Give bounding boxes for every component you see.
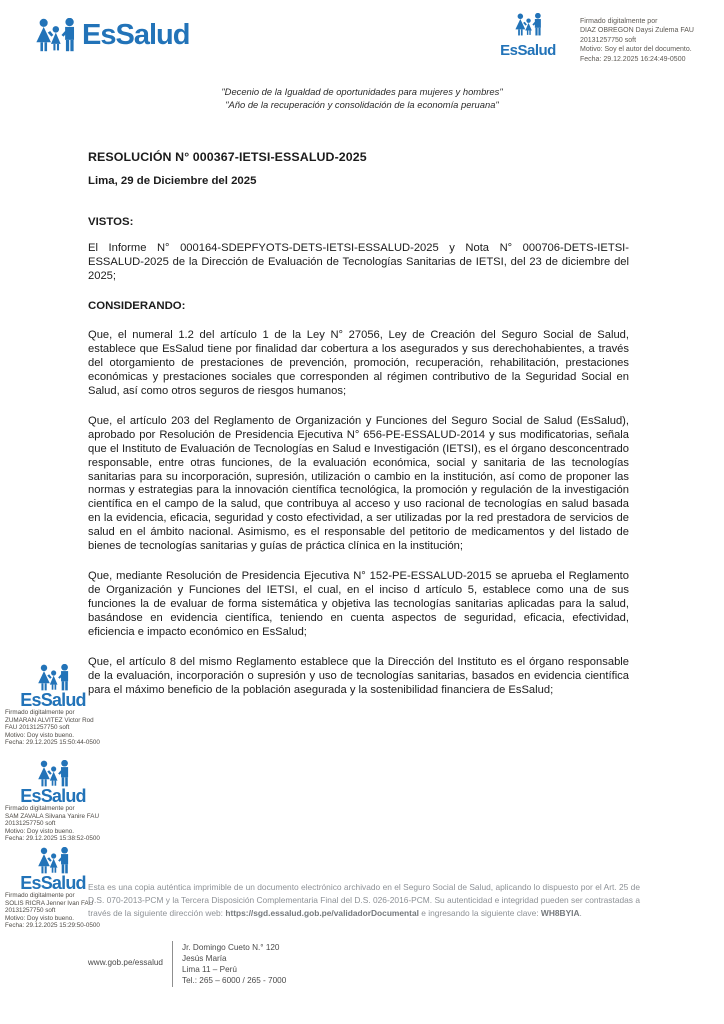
validator-url-link[interactable]: https://sgd.essalud.gob.pe/validadorDocumental (225, 907, 419, 918)
signature-line: Motivo: Soy el autor del documento. (580, 46, 692, 54)
signature-line: Fecha: 29.12.2025 15:50:44-0500 (5, 739, 100, 747)
signature-line: FAU 20131257750 soft (5, 724, 70, 732)
website-link[interactable]: www.gob.pe/essalud (87, 958, 163, 967)
authenticity-text: e ingresando la siguiente clave: (418, 907, 541, 918)
footer-divider (172, 941, 173, 987)
signature-line: 20131257750 soft (5, 820, 56, 828)
signature-line: 20131257750 soft (580, 36, 637, 44)
signature-line: Firmado digitalmente por (5, 892, 75, 899)
address-line: Tel.: 265 – 6000 / 265 - 7000 (182, 976, 287, 985)
signature-line: Motivo: Doy visto bueno. (5, 731, 74, 739)
essalud-family-icon (34, 664, 72, 691)
signature-line: Motivo: Doy visto bueno. (5, 827, 74, 835)
address-line: Jesús María (182, 954, 227, 963)
considerando-paragraph: Que, el artículo 8 del mismo Reglamento establece que la Dirección del Instituto es el órgano responsable de la evaluación, incorporación o supresión y uso de tecnologías sanitarias, basados en evidencia científica para el máximo beneficio de la población asegurada y la sostenibilidad financiera de EsSalud; (88, 656, 629, 696)
signature-line: DIAZ OBREGON Daysi Zulema FAU (580, 27, 694, 35)
address-line: Lima 11 – Perú (182, 965, 237, 974)
considerando-paragraph: Que, el artículo 203 del Reglamento de Organización y Funciones del Seguro Social de Salud (EsSalud), aprobado por Resolución de Presidencia Ejecutiva N° 656-PE-ESSALUD-2014 y sus modificatorias, señala que el Instituto de Evaluación de Tecnologías en Salud e Investigación (IETSI), es el órgano desconcentrado responsable, entre otras funciones, de la evaluación económica, social y sanitaria de las tecnologías sanitarias para su incorporación, supresión, utilización o cambio en la institución, así como de proponer las normas y estrategias para la innovación científica tecnológica, la promoción y regulación de la investigación científica en el campo de la salud, que contribuya al acceso y uso racional de tecnologías en salud basada en la evidencia, eficacia, seguridad y costo efectividad, a ser utilizadas por la red prestadora de servicios de salud en el ámbito nacional. Asimismo, es el responsable del petitorio de medicamentos y del listado de bienes de tecnologías sanitarias y guías de práctica clínica en la institución; (88, 415, 629, 552)
signature-line: 20131257750 soft (5, 907, 56, 915)
quote-decenio: "Decenio de la Igualdad de oportunidades para mujeres y hombres" (221, 86, 503, 97)
address-line: Jr. Domingo Cueto N.° 120 (182, 943, 280, 952)
authenticity-text: . (579, 907, 582, 918)
signature-line: Firmado digitalmente por (580, 18, 658, 25)
signature-line: SAM ZAVALA Silvana Yanire FAU (5, 812, 100, 820)
vistos-paragraph: El Informe N° 000164-SDEPFYOTS-DETS-IETSI-ESSALUD-2025 y Nota N° 000706-DETS-IETSI-ESSALUD-2025 de la Dirección de Evaluación de Tecnologías Sanitarias de IETSI, del 23 de diciembre del 2025; (88, 242, 629, 282)
essalud-family-icon (34, 847, 72, 874)
signature-line: ZUMARAN ALVITEZ Victor Rod (5, 716, 94, 724)
signature-line: Fecha: 29.12.2025 15:29:50-0500 (5, 922, 100, 930)
authenticity-note (88, 881, 640, 920)
stamp-logo-wordmark: EsSalud (500, 42, 556, 59)
signature-line: Firmado digitalmente por (5, 805, 75, 812)
resolution-body (88, 150, 629, 715)
signature-line: Motivo: Doy visto bueno. (5, 914, 74, 922)
essalud-logo (32, 18, 189, 52)
signature-line: Fecha: 29.12.2025 16:24:49-0500 (580, 55, 686, 63)
signature-line: Firmado digitalmente por (5, 709, 75, 716)
place-date-line: Lima, 29 de Diciembre del 2025 (88, 175, 257, 187)
essalud-family-icon (34, 760, 72, 787)
essalud-family-icon (32, 18, 78, 52)
address-block (182, 942, 286, 986)
stamp-logo-wordmark: EsSalud (20, 873, 86, 893)
considerando-paragraph: Que, el numeral 1.2 del artículo 1 de la Ley N° 27056, Ley de Creación del Seguro Social de Salud, establece que EsSalud tiene por finalidad dar cobertura a los asegurados y sus derechohabientes, a través del otorgamiento de prestaciones de prevención, promoción, recuperación, rehabilitación, prestaciones económicas y prestaciones sociales que corresponden al régimen contributivo de la Seguridad Social en Salud, así como otros seguros de riesgos humanos; (88, 329, 629, 397)
stamp-logo-wordmark: EsSalud (20, 786, 86, 806)
signature-line: SOLIS RICRA Jenner Ivan FAU (5, 899, 94, 907)
stamp-logo-wordmark: EsSalud (20, 690, 86, 710)
resolution-title: RESOLUCIÓN N° 000367-IETSI-ESSALUD-2025 (88, 150, 367, 164)
quote-anio: "Año de la recuperación y consolidación de la economía peruana" (225, 99, 499, 110)
signature-text-author (580, 17, 720, 64)
authenticity-text: Esta es una copia auténtica imprimible de un documento electrónico archivado en el Seguro Social de Salud, aplicando lo dispuesto por el Art. 25 de D.S. 070-2013-PCM y la Tercera Disposición Complementaria Final del D.S. 026-2016-PCM. Su autenticidad e integridad pueden ser contrastadas a través de la siguiente dirección web: (88, 882, 640, 918)
essalud-family-icon (512, 13, 544, 36)
validation-key: WH8BYIA (540, 907, 580, 918)
signature-text-sam-zavala (2, 805, 104, 843)
essalud-logo-wordmark: EsSalud (82, 18, 190, 51)
header-quotes (0, 85, 724, 111)
considerando-heading: CONSIDERANDO: (88, 300, 186, 313)
considerando-paragraph: Que, mediante Resolución de Presidencia Ejecutiva N° 152-PE-ESSALUD-2015 se aprueba el Reglamento de Organización y Funciones del IETSI, el cual, en el inciso d artículo 5, establece como una de sus funciones la de evaluar de forma sistemática y objetiva las tecnologías sanitarias aplicadas para la salud, basándose en evidencia científica, teniendo en cuenta aspectos de seguridad, eficacia, efectividad, eficiencia e impacto económico en EsSalud; (88, 570, 629, 638)
digital-signature-stamp-author (492, 13, 564, 59)
signature-line: Fecha: 29.12.2025 15:38:52-0500 (5, 835, 100, 843)
vistos-heading: VISTOS: (88, 216, 134, 228)
digital-signature-stamp-sam-zavala (2, 760, 104, 843)
